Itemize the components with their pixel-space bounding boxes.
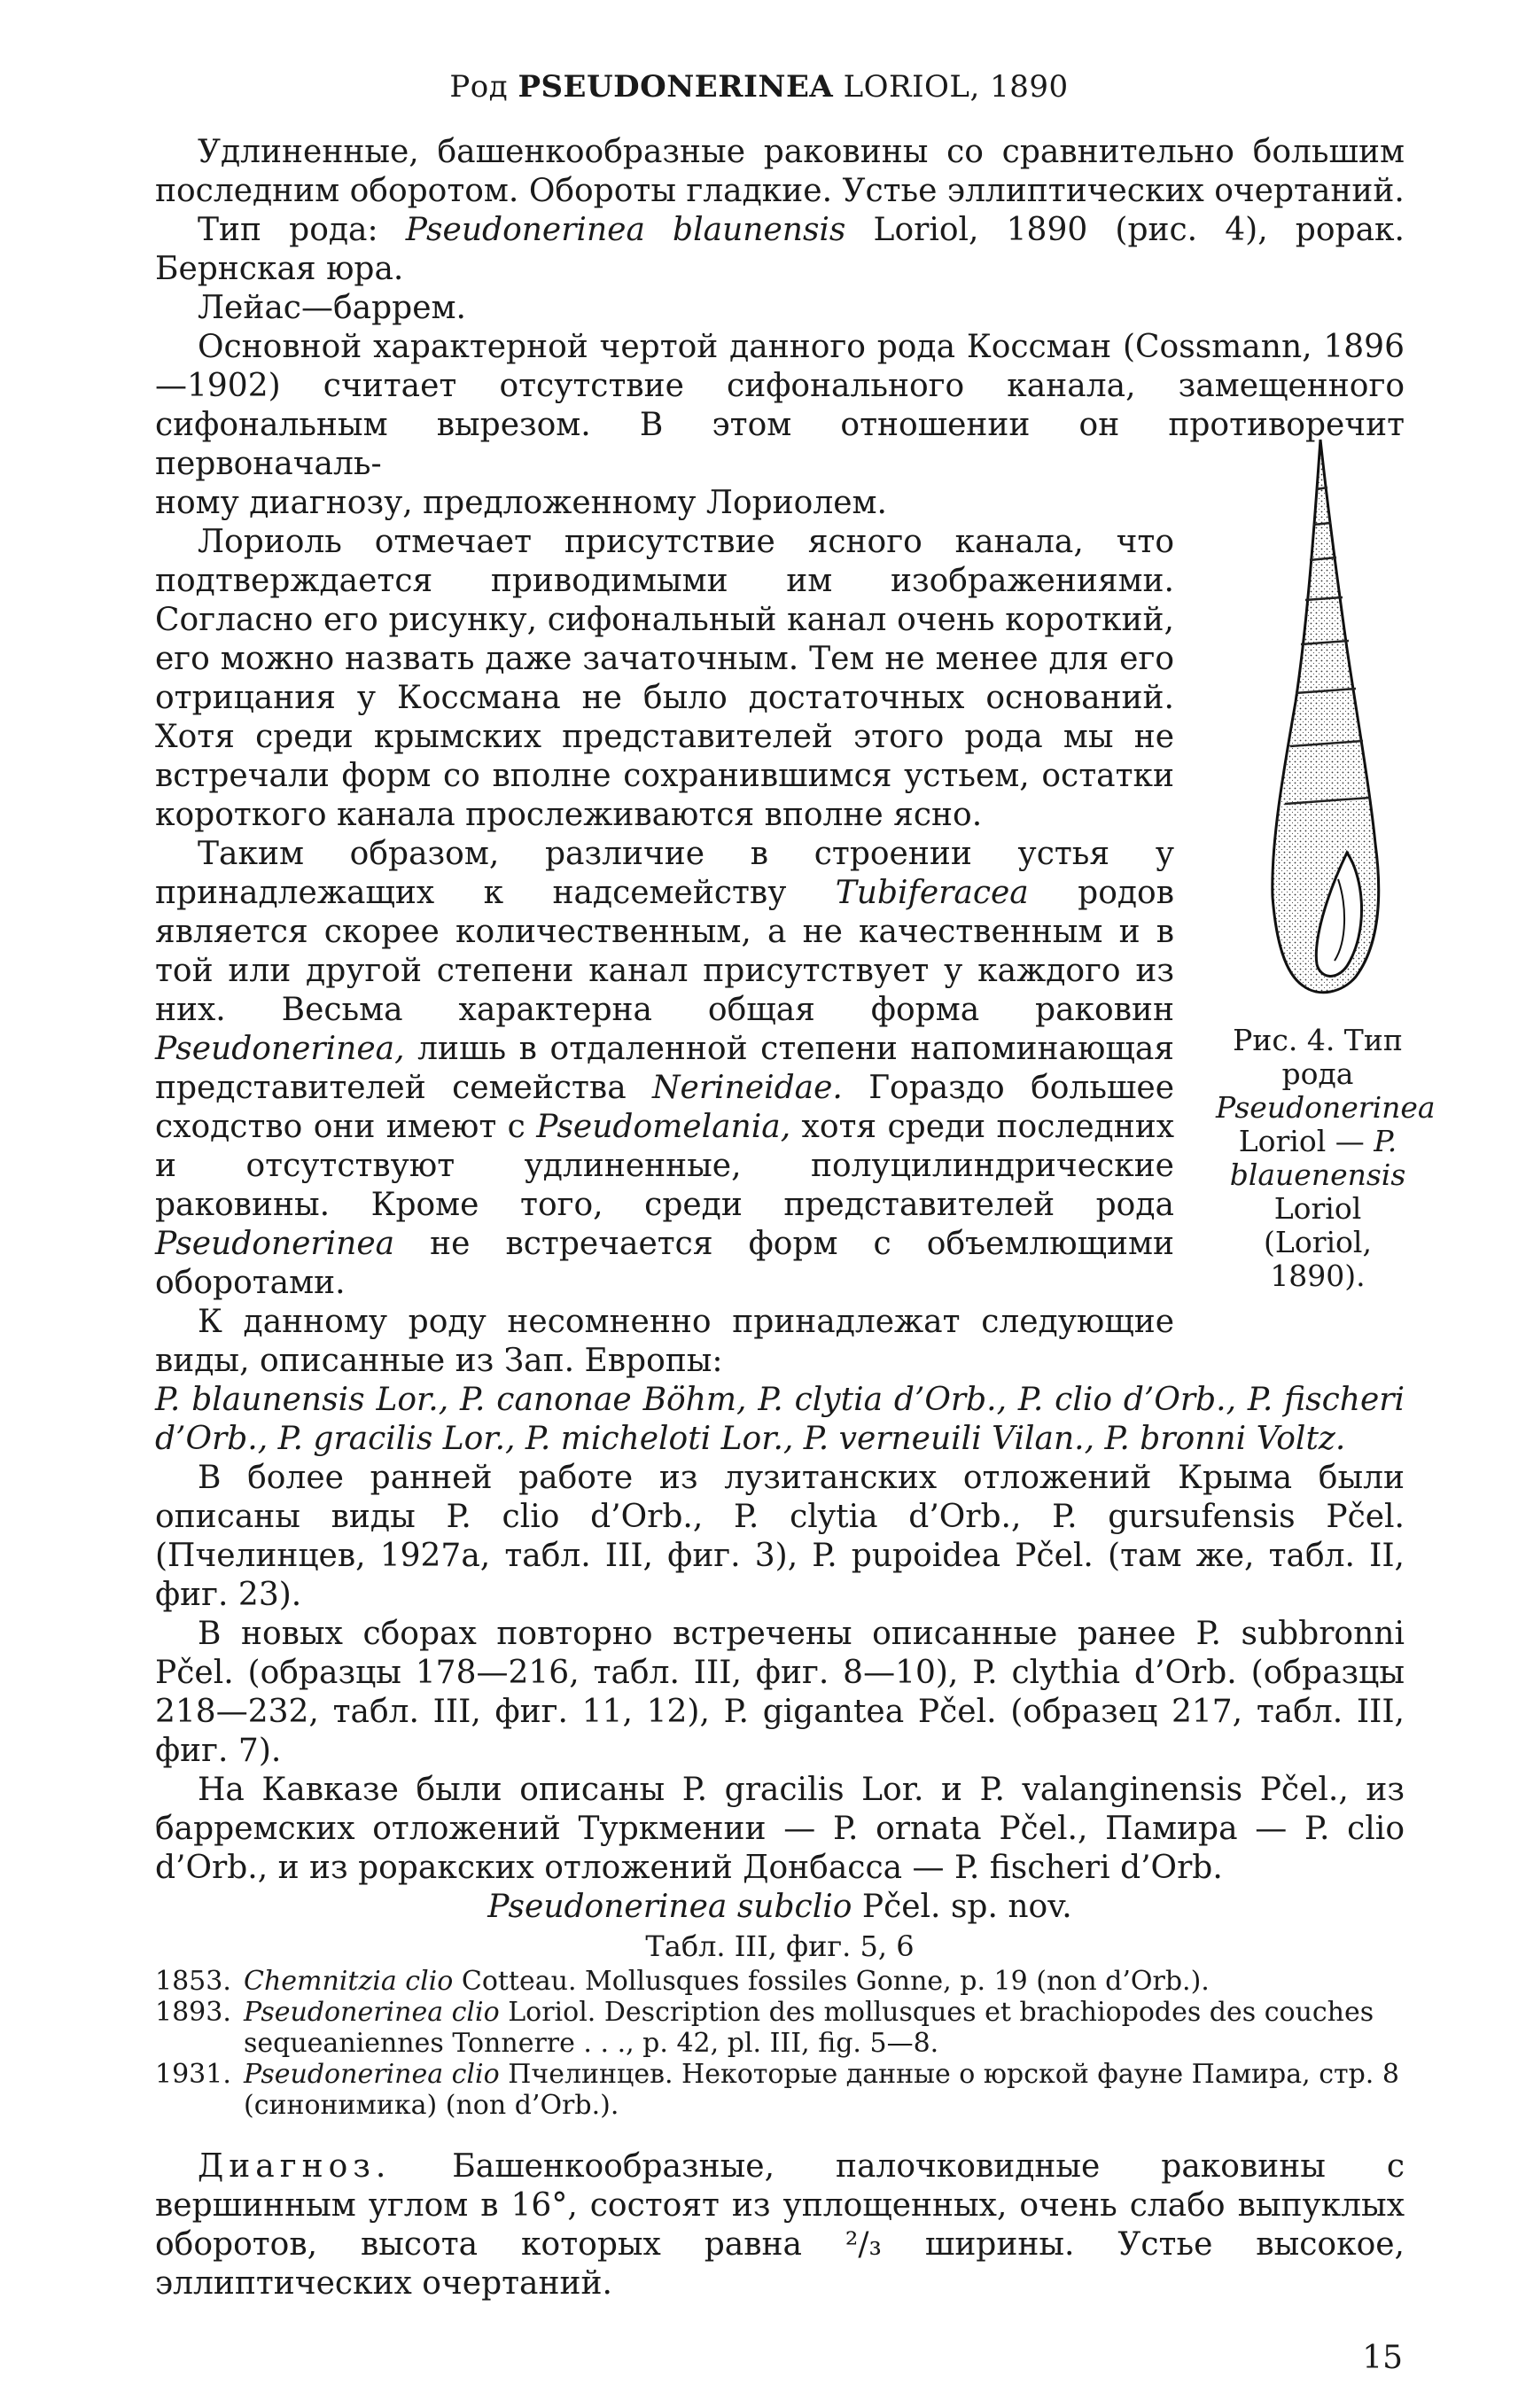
species-heading (155, 1888, 1405, 1927)
synonymy-list (155, 1966, 1405, 2121)
diagnosis-text: Башенкообразные, палочковидные раковины с вершинным углом в 16°, состоят из уплощенных, очень слабо выпуклых оборотов, высота которых равна ²/₃ ширины. Устье высокое, эллиптических очертаний. (155, 2148, 1405, 2302)
figure-caption (1216, 1023, 1436, 1293)
paragraph-species-list-cont (155, 1381, 1405, 1459)
synonymy-year: 1853. (155, 1966, 231, 1997)
header-author-year: LORIOL, 1890 (843, 69, 1069, 105)
section-header (0, 69, 1518, 105)
taxon-name: Tubiferacea (835, 875, 1029, 911)
species-heading-author: Pčel. sp. nov. (852, 1889, 1072, 1925)
taxon-name: Nerineidae. (652, 1070, 843, 1106)
page-number: 15 (1362, 2340, 1403, 2376)
synonymy-text (244, 1997, 1405, 2059)
paragraph-new-collections: В новых сборах повторно встречены описанные ранее P. subbronni Pčel. (образцы 178—216, табл. III, фиг. 8—10), P. clythia d’Orb. (образцы 218—232, табл. III, фиг. 11, 12), P. gigantea Pčel. (образец 217, табл. III, фиг. 7). (155, 1616, 1405, 1769)
paragraph-caucasus: На Кавказе были описаны P. gracilis Lor. и P. valanginensis Pčel., из барремских отложений Туркмении — P. ornata Pčel., Памира — P. clio d’Orb., и из роракских отложений Донбасса — P. fischeri d’Orb. (155, 1772, 1405, 1886)
paragraph-description: Удлиненные, башенкообразные раковины со сравнительно большим последним оборотом. Обороты гладкие. Устье эллиптических очертаний. (155, 134, 1405, 209)
synonymy-text (244, 2059, 1405, 2121)
caption-text: Loriol — (1238, 1124, 1374, 1158)
caption-genus: Pseudonerinea (1216, 1090, 1436, 1125)
synonymy-entry (155, 1966, 1405, 1997)
caption-text: Loriol (Loriol, 1890). (1264, 1191, 1372, 1293)
header-prefix: Род (449, 69, 509, 105)
synonymy-name: Pseudonerinea clio (244, 1997, 500, 2028)
synonymy-name: Pseudonerinea clio (244, 2059, 500, 2090)
text-span: Loriol, 1890 (рис. 4), рорак. Бернская юра. (155, 212, 1405, 287)
diagnosis-label: Диагноз. (198, 2148, 392, 2185)
text-span: родов является скорее количественным, а не качественным и в той или другой степени канал присутствует у каждого из них. Весьма характерна общая форма раковин (155, 875, 1174, 1028)
paragraph-cossmann-cont: ному диагнозу, предложенному Лориолем. (155, 485, 887, 521)
synonymy-year: 1893. (155, 1997, 231, 2028)
species-list: P. blaunensis Lor., P. canonae Böhm, P. clytia d’Orb., P. clio d’Orb., P. fischeri d’Orb., P. gracilis Lor., P. micheloti Lor., P. verneuili Vilan., P. bronni Voltz. (155, 1382, 1405, 1457)
synonymy-text (244, 1966, 1405, 1997)
synonymy-entry (155, 1997, 1405, 2059)
text-span: Таким образом, различие в строении устья у принадлежащих к надсемейству (155, 836, 1174, 911)
species-name: Pseudonerinea blaunensis (405, 212, 846, 248)
text-span: хотя среди последних и отсутствуют удлиненные, полуцилиндрические раковины. Кроме того, среди представителей рода (155, 1109, 1174, 1223)
text-span: Основной характерной чертой данного рода Коссман (Cossmann, 1896—1902) считает отсутствие сифонального канала, замещенного сифональным вырезом. В этом отношении он противоречит первоначаль- (155, 329, 1405, 482)
narrow-column (155, 484, 1174, 1381)
species-plate-ref: Табл. III, фиг. 5, 6 (645, 1929, 915, 1963)
paragraph-species-list: К данному роду несомненно принадлежат следующие виды, описанные из Зап. Европы: (155, 1304, 1174, 1379)
shell-illustration (1214, 436, 1427, 1003)
synonymy-ref: Loriol. Description des mollusques et brachiopodes des couches sequeaniennes Tonnerre . . ., p. 42, pl. III, fig. 5—8. (244, 1997, 1374, 2059)
paragraph-type-species (155, 211, 1405, 289)
text-span: не встречается форм с объемлющими оборотами. (155, 1226, 1174, 1301)
synonymy-entry (155, 2059, 1405, 2121)
species-heading-name: Pseudonerinea subclio (487, 1889, 852, 1925)
figure-shell (1214, 436, 1427, 1003)
taxon-name: Pseudonerinea (155, 1226, 395, 1262)
caption-text: Рис. 4. Тип рода (1233, 1023, 1403, 1091)
synonymy-ref: Пчелинцев. Некоторые данные о юрской фауне Памира, стр. 8 (синонимика) (non d’Orb.). (244, 2059, 1399, 2121)
synonymy-name: Chemnitzia clio (244, 1966, 454, 1997)
paragraph-crimea-early: В более ранней работе из лузитанских отложений Крыма были описаны виды P. clio d’Orb., P. clytia d’Orb., P. gursufensis Pčel. (Пчелинцев, 1927а, табл. III, фиг. 3), P. pupoidea Pčel. (там же, табл. II, фиг. 23). (155, 1460, 1405, 1613)
taxon-name: Pseudonerinea, (155, 1031, 405, 1067)
text-span: Тип рода: (198, 212, 406, 248)
text-span: Гораздо большее сходство они имеют с (155, 1070, 1174, 1145)
synonymy-ref: Cotteau. Mollusques fossiles Gonne, p. 19 (non d’Orb.). (453, 1966, 1210, 1997)
paragraph-range: Лейас—баррем. (198, 290, 466, 326)
paragraph-diagnosis (155, 2147, 1405, 2303)
synonymy-year: 1931. (155, 2059, 231, 2090)
paragraph-aperture (155, 835, 1174, 1303)
text-span: лишь в отдаленной степени напоминающая представителей семейства (155, 1031, 1174, 1106)
header-genus: PSEUDONERINEA (518, 69, 834, 105)
paragraph-loriol: Лориоль отмечает присутствие ясного канала, что подтверждается приводимыми им изображениями. Согласно его рисунку, сифональный канал очень короткий, его можно назвать даже зачаточным. Тем не менее для его отрицания у Коссмана не было достаточных оснований. Хотя среди крымских представителей этого рода мы не встречали форм со вполне сохранившимся устьем, остатки короткого канала прослеживаются вполне ясно. (155, 524, 1174, 833)
caption-species: P. blauenensis (1229, 1124, 1406, 1192)
taxon-name: Pseudomelania, (536, 1109, 791, 1145)
